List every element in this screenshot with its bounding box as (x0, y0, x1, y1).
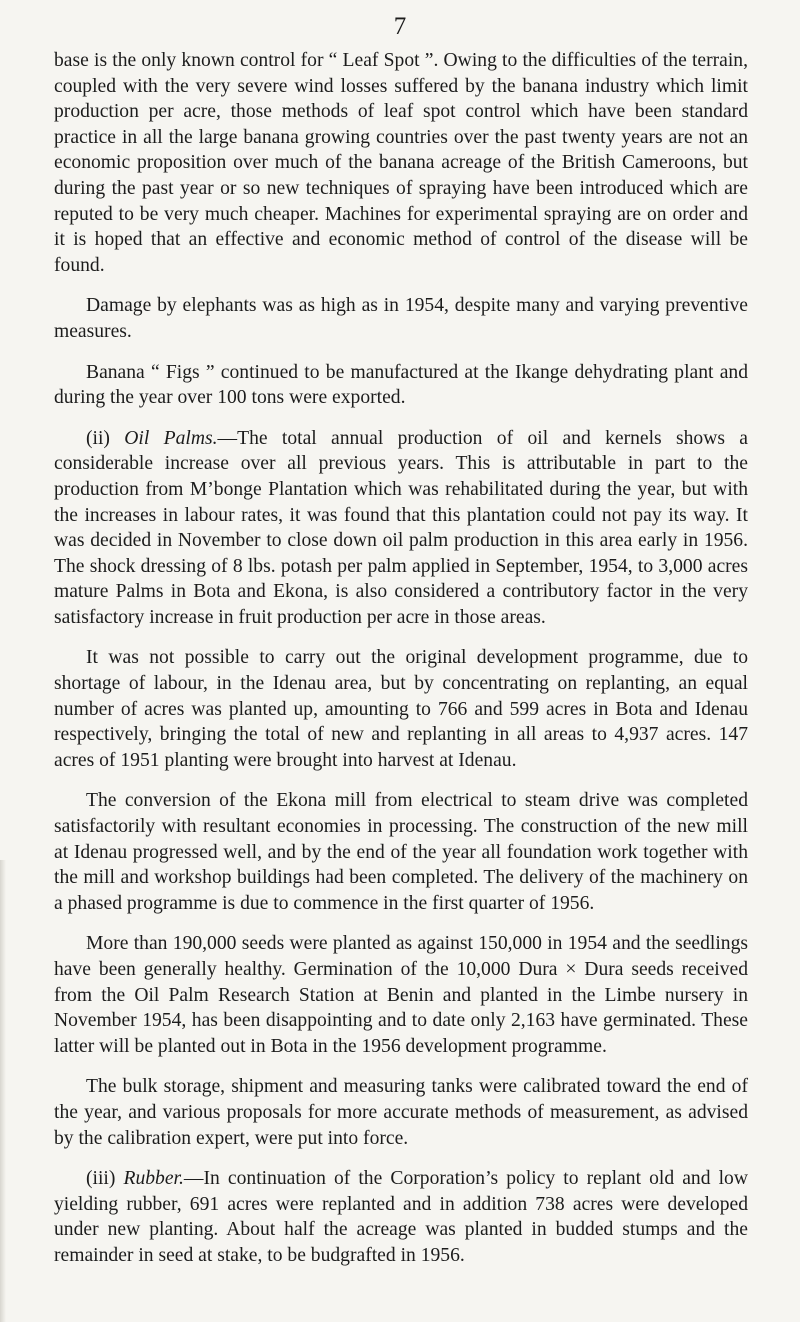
paragraph-ekona-mill: The conversion of the Ekona mill from electrical to steam drive was completed satisfactorily with resultant economies in processing. The construction of the new mill at Idenau progressed well, and by the end of the year all foundation work together with the mill and workshop buildings had been completed. The delivery of the machinery on a phased programme is due to commence in the first quarter of 1956. (54, 790, 748, 914)
section-number-oil-palms: (ii) (86, 427, 125, 449)
section-heading-rubber: Rubber. (123, 1168, 184, 1190)
paragraph-elephant-damage: Damage by elephants was as high as in 1954, despite many and varying preventive measures. (54, 295, 748, 342)
body-text (54, 48, 748, 1284)
section-heading-oil-palms: Oil Palms. (124, 427, 218, 449)
paragraph-storage-tanks: The bulk storage, shipment and measuring tanks were calibrated toward the end of the year, and various proposals for more accurate methods of measurement, as advised by the calibration expert, were put into force. (54, 1076, 748, 1149)
paragraph-oil-palms-text: —The total annual production of oil and kernels shows a considerable increase over all previous years. This is attributable in part to the production from M’bonge Plantation which was rehabilitated during the year, but with the increases in labour rates, it was found that this plantation could not pay its way. It was decided in November to close down oil palm production in this area early in 1956. The shock dressing of 8 lbs. potash per palm applied in September, 1954, to 3,000 acres mature Palms in Bota and Ekona, is also considered a contributory factor in the very satisfactory increase in fruit production per acre in those areas. (54, 427, 748, 628)
paragraph-rubber (54, 1166, 748, 1268)
paragraph-rubber-text: —In continuation of the Corporation’s policy to replant old and low yielding rubber, 691 acres were replanted and in addition 738 acres were developed under new planting. About half the acreage was planted in budded stumps and the remainder in seed at stake, to be budgrafted in 1956. (54, 1168, 749, 1266)
scan-edge-shadow (0, 860, 6, 1322)
paragraph-development-programme: It was not possible to carry out the original development programme, due to shortage of labour, in the Idenau area, but by concentrating on replanting, an equal number of acres was planted up, amounting to 766 and 599 acres in Bota and Idenau respectively, bringing the total of new and replanting in all areas to 4,937 acres. 147 acres of 1951 planting were brought into harvest at Idenau. (54, 647, 748, 771)
paragraph-leaf-spot-control: base is the only known control for “ Leaf Spot ”. Owing to the difficulties of the terrain, coupled with the very severe wind losses suffered by the banana industry which limit production per acre, those methods of leaf spot control which have been standard practice in all the large banana growing countries over the past twenty years are not an economic proposition over much of the banana acreage of the British Cameroons, but during the past year or so new techniques of spraying have been introduced which are reputed to be very much cheaper. Machines for experimental spraying are on order and it is hoped that an effective and economic method of control of the disease will be found. (54, 50, 748, 276)
paragraph-seed-planting: More than 190,000 seeds were planted as against 150,000 in 1954 and the seedlings have been generally healthy. Germination of the 10,000 Dura × Dura seeds received from the Oil Palm Research Station at Benin and planted in the Limbe nursery in November 1954, has been disappointing and to date only 2,163 have germinated. These latter will be planted out in Bota in the 1956 development programme. (54, 933, 748, 1057)
paragraph-oil-palms (54, 426, 748, 631)
paragraph-banana-figs: Banana “ Figs ” continued to be manufactured at the Ikange dehydrating plant and during the year over 100 tons were exported. (54, 361, 748, 409)
section-number-rubber: (iii) (86, 1168, 124, 1190)
page-number: 7 (393, 13, 407, 40)
